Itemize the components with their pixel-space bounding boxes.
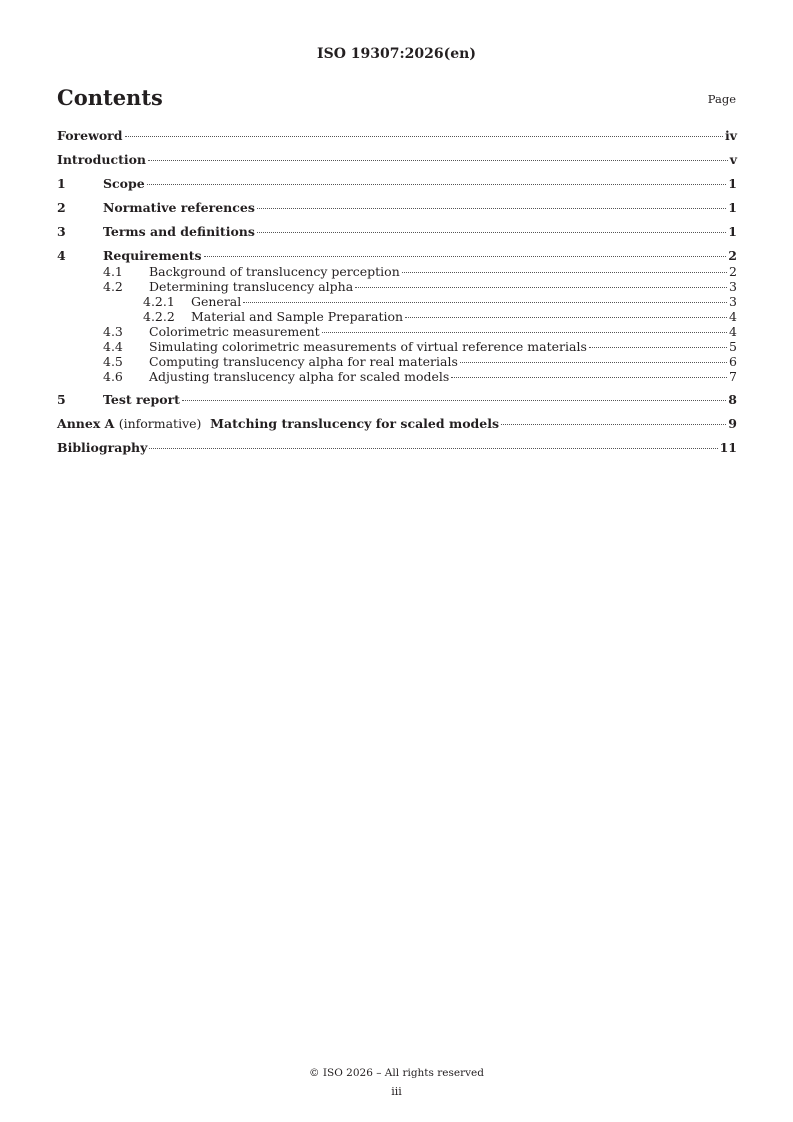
toc-label: General xyxy=(191,294,242,309)
toc-page: 2 xyxy=(729,264,737,279)
toc-number: 4.4 xyxy=(103,339,123,354)
dot-leader xyxy=(355,287,727,288)
toc-entry-introduction[interactable] xyxy=(57,152,737,168)
toc-label: Normative references xyxy=(103,200,255,215)
toc-entry-4-1[interactable] xyxy=(57,264,737,279)
toc-entry-terms-and-definitions[interactable] xyxy=(57,224,737,240)
dot-leader xyxy=(204,256,727,257)
toc-entry-4-2[interactable] xyxy=(57,279,737,294)
toc-number: 4.2 xyxy=(103,279,123,294)
annex-qualifier: (informative) xyxy=(118,416,202,431)
dot-leader xyxy=(148,160,728,161)
toc-label: Scope xyxy=(103,176,145,191)
toc-label: Matching translucency for scaled models xyxy=(210,416,500,431)
toc-label: Computing translucency alpha for real materials xyxy=(149,354,458,369)
toc-number: 4 xyxy=(57,248,66,263)
document-id: ISO 19307:2026(en) xyxy=(317,46,476,62)
dot-leader xyxy=(460,362,727,363)
table-of-contents xyxy=(57,128,737,456)
toc-page: 4 xyxy=(729,324,737,339)
toc-entry-scope[interactable] xyxy=(57,176,737,192)
dot-leader xyxy=(243,302,727,303)
toc-entry-normative-references[interactable] xyxy=(57,200,737,216)
dot-leader xyxy=(405,317,727,318)
toc-label: Determining translucency alpha xyxy=(149,279,354,294)
toc-entry-4-6[interactable] xyxy=(57,369,737,384)
toc-label: Introduction xyxy=(57,152,147,167)
contents-title: Contents xyxy=(57,85,163,110)
toc-entry-foreword[interactable] xyxy=(57,128,737,144)
copyright-notice: © ISO 2026 – All rights reserved xyxy=(309,1067,484,1079)
toc-page: 4 xyxy=(729,309,737,324)
toc-page: 5 xyxy=(729,339,737,354)
toc-label: Background of translucency perception xyxy=(149,264,400,279)
dot-leader xyxy=(125,136,723,137)
toc-entry-requirements[interactable] xyxy=(57,248,737,264)
toc-label: Simulating colorimetric measurements of virtual reference materials xyxy=(149,339,587,354)
toc-page: 8 xyxy=(728,392,737,407)
toc-label: Colorimetric measurement xyxy=(149,324,320,339)
page-number: iii xyxy=(391,1085,402,1098)
toc-number: 3 xyxy=(57,224,66,239)
toc-label: Foreword xyxy=(57,128,123,143)
dot-leader xyxy=(451,377,727,378)
toc-label: Material and Sample Preparation xyxy=(191,309,404,324)
toc-label: Test report xyxy=(103,392,180,407)
toc-entry-4-5[interactable] xyxy=(57,354,737,369)
toc-label: Terms and definitions xyxy=(103,224,255,239)
toc-page: 1 xyxy=(728,224,737,239)
toc-number: 2 xyxy=(57,200,66,215)
toc-label: Adjusting translucency alpha for scaled models xyxy=(149,369,450,384)
dot-leader xyxy=(501,424,726,425)
toc-label: Bibliography xyxy=(57,440,148,455)
page-column-label: Page xyxy=(707,92,736,106)
toc-entry-4-3[interactable] xyxy=(57,324,737,339)
toc-page: 2 xyxy=(728,248,737,263)
dot-leader xyxy=(322,332,727,333)
toc-page: 11 xyxy=(719,440,737,455)
toc-number: 4.2.1 xyxy=(143,294,175,309)
dot-leader xyxy=(257,208,726,209)
annex-prefix: Annex A xyxy=(57,416,115,431)
dot-leader xyxy=(257,232,726,233)
toc-page: 7 xyxy=(729,369,737,384)
toc-number: 4.2.2 xyxy=(143,309,175,324)
toc-entry-bibliography[interactable] xyxy=(57,440,737,456)
toc-number: 5 xyxy=(57,392,66,407)
toc-page: 3 xyxy=(729,294,737,309)
dot-leader xyxy=(147,184,727,185)
toc-entry-4-2-1[interactable] xyxy=(57,294,737,309)
toc-entry-4-4[interactable] xyxy=(57,339,737,354)
toc-page: 3 xyxy=(729,279,737,294)
toc-page: 1 xyxy=(728,200,737,215)
toc-entry-annex-a[interactable] xyxy=(57,416,737,432)
toc-number: 4.5 xyxy=(103,354,123,369)
dot-leader xyxy=(402,272,727,273)
dot-leader xyxy=(182,400,726,401)
toc-number: 1 xyxy=(57,176,66,191)
toc-page: 1 xyxy=(728,176,737,191)
toc-number: 4.1 xyxy=(103,264,123,279)
dot-leader xyxy=(589,347,727,348)
toc-page: iv xyxy=(724,128,737,143)
toc-page: 9 xyxy=(728,416,737,431)
dot-leader xyxy=(149,448,717,449)
toc-number: 4.6 xyxy=(103,369,123,384)
toc-number: 4.3 xyxy=(103,324,123,339)
toc-entry-test-report[interactable] xyxy=(57,392,737,408)
toc-page: 6 xyxy=(729,354,737,369)
toc-label: Requirements xyxy=(103,248,202,263)
toc-entry-4-2-2[interactable] xyxy=(57,309,737,324)
toc-page: v xyxy=(729,152,737,167)
